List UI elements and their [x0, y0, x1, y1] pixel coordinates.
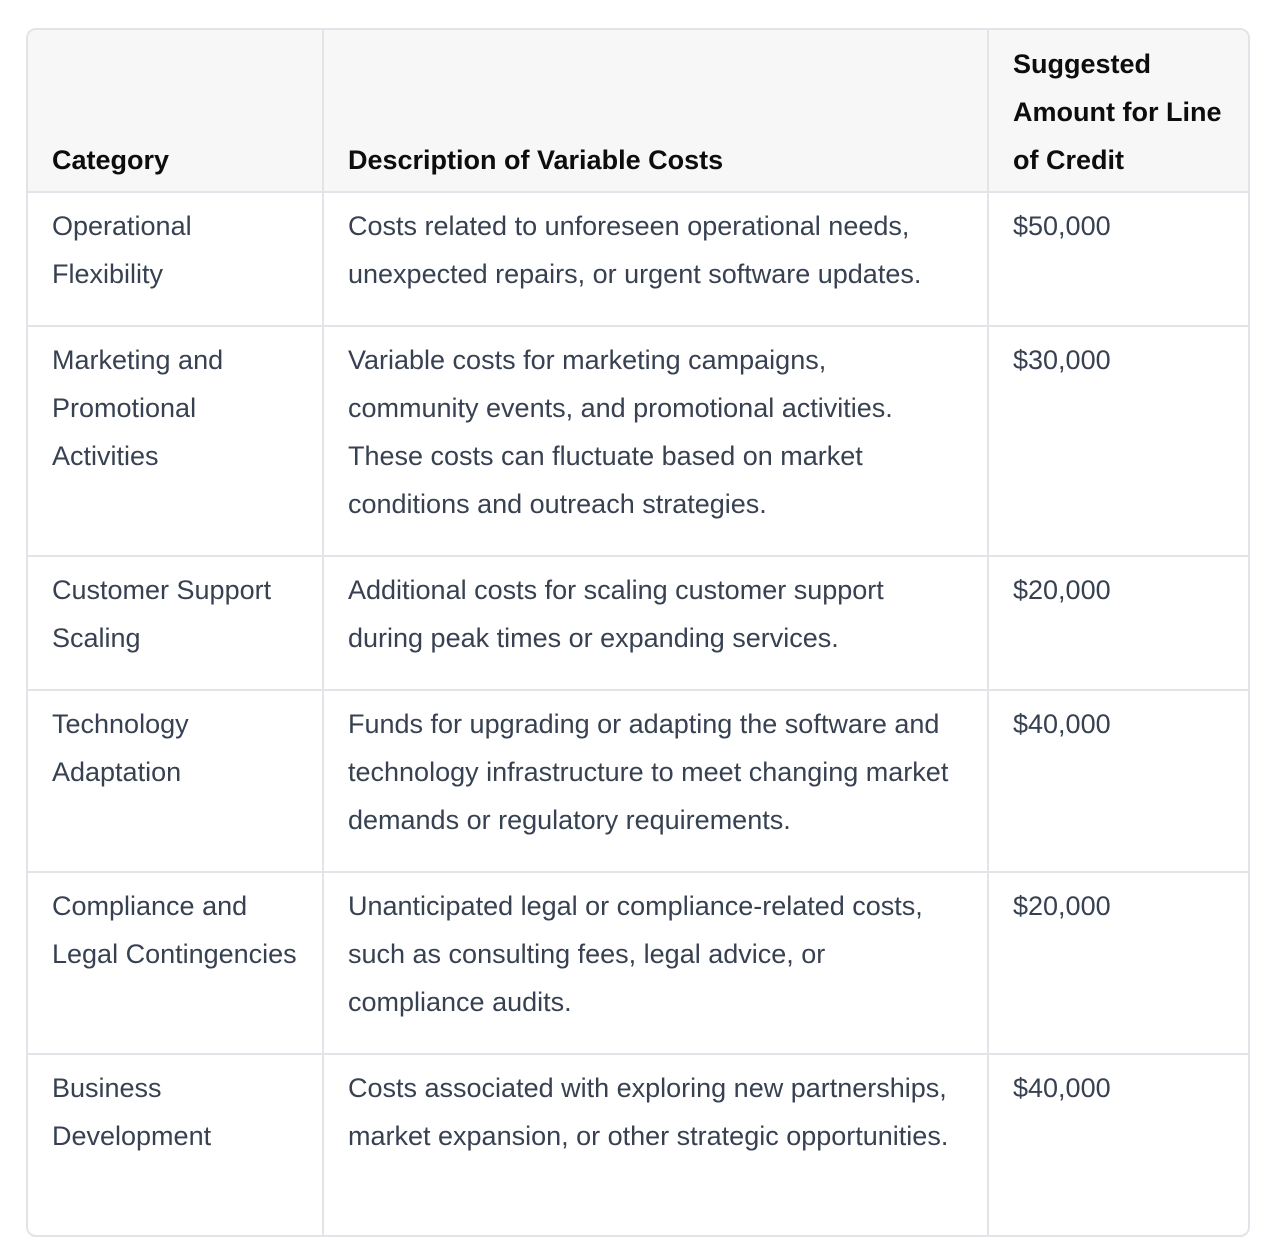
- category-cell: Compliance and Legal Contingencies: [28, 872, 323, 1054]
- table-row: [28, 1054, 1248, 1235]
- description-cell: Costs related to unforeseen operational needs, unexpected repairs, or urgent software updates.: [323, 192, 988, 326]
- table-row: [28, 872, 1248, 1054]
- header-description: Description of Variable Costs: [323, 30, 988, 192]
- category-cell: Operational Flexibility: [28, 192, 323, 326]
- amount-cell: $20,000: [988, 872, 1248, 1054]
- table-row: [28, 326, 1248, 556]
- amount-cell: $20,000: [988, 556, 1248, 690]
- variable-costs-table: [28, 30, 1248, 1235]
- description-cell: Additional costs for scaling customer support during peak times or expanding services.: [323, 556, 988, 690]
- table-row: [28, 192, 1248, 326]
- header-amount: Suggested Amount for Line of Credit: [988, 30, 1248, 192]
- category-cell: Technology Adaptation: [28, 690, 323, 872]
- amount-cell: $40,000: [988, 690, 1248, 872]
- category-cell: Customer Support Scaling: [28, 556, 323, 690]
- category-cell: Business Development: [28, 1054, 323, 1235]
- description-cell: Costs associated with exploring new partnerships, market expansion, or other strategic opportunities.: [323, 1054, 988, 1235]
- amount-cell: $30,000: [988, 326, 1248, 556]
- amount-cell: $50,000: [988, 192, 1248, 326]
- description-cell: Variable costs for marketing campaigns, community events, and promotional activities. These costs can fluctuate based on market conditions and outreach strategies.: [323, 326, 988, 556]
- description-cell: Unanticipated legal or compliance-related costs, such as consulting fees, legal advice, or compliance audits.: [323, 872, 988, 1054]
- line-of-credit-table: [26, 28, 1250, 1237]
- table-row: [28, 690, 1248, 872]
- table-row: [28, 556, 1248, 690]
- header-category: Category: [28, 30, 323, 192]
- amount-cell: $40,000: [1013, 1073, 1111, 1103]
- category-cell: Marketing and Promotional Activities: [28, 326, 323, 556]
- table-header-row: [28, 30, 1248, 192]
- description-cell: Funds for upgrading or adapting the software and technology infrastructure to meet changing market demands or regulatory requirements.: [323, 690, 988, 872]
